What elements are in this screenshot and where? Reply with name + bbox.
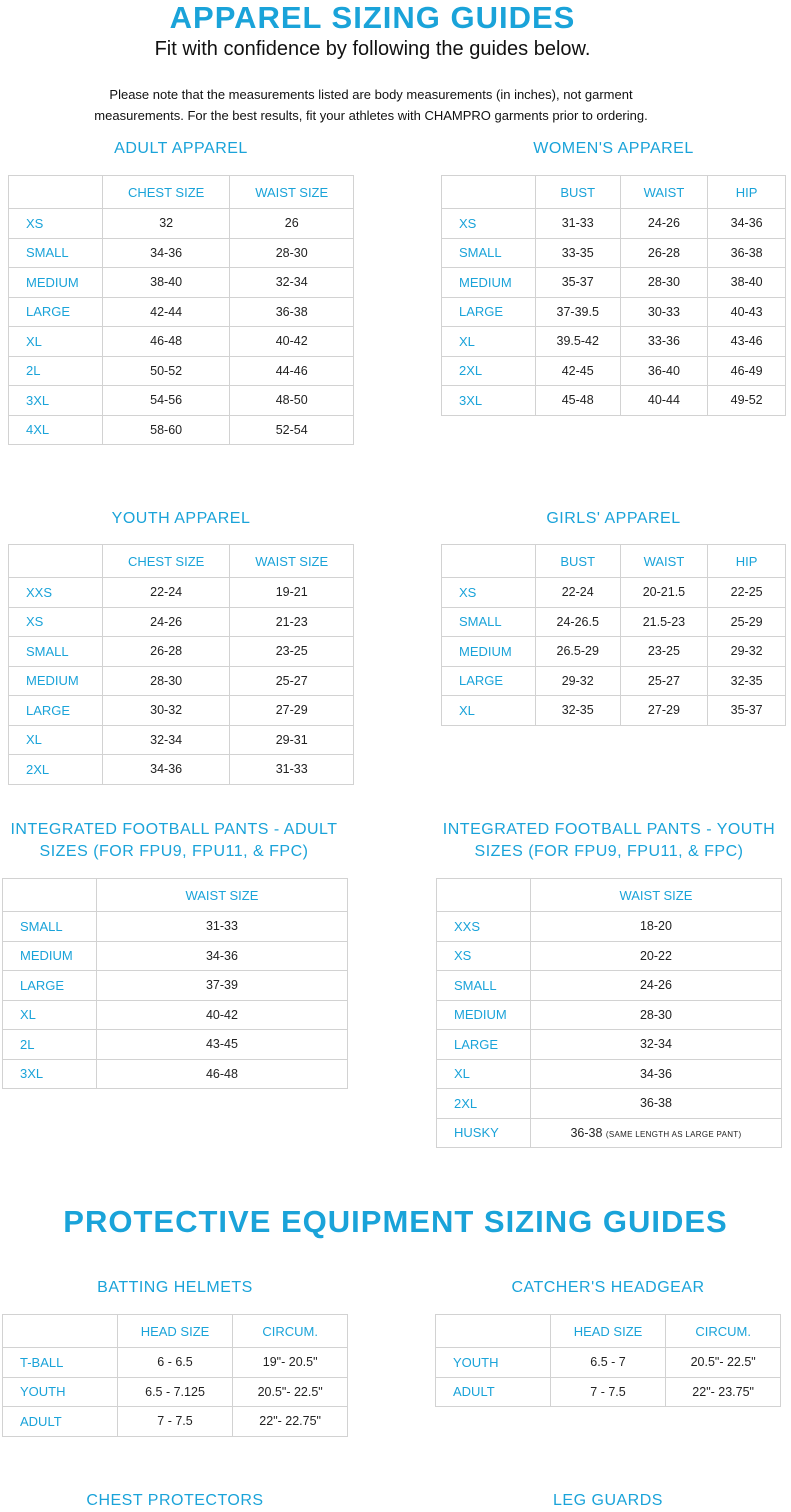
row-label: SMALL <box>442 238 536 268</box>
table-cell: 40-44 <box>620 386 708 416</box>
table-cell: 24-26.5 <box>535 607 620 637</box>
table-cell: 29-31 <box>230 725 354 755</box>
table-cell: 21-23 <box>230 607 354 637</box>
table-cell: 50-52 <box>102 356 230 386</box>
table-cell: 36-40 <box>620 356 708 386</box>
pants-youth-title-line-1: INTEGRATED FOOTBALL PANTS - YOUTH <box>442 821 776 838</box>
table-cell: 40-42 <box>96 1000 347 1030</box>
pants-adult-title <box>0 819 348 863</box>
table-row <box>442 356 786 386</box>
table-header-row <box>9 176 354 209</box>
row-label: SMALL <box>9 637 103 667</box>
table-cell: 32-35 <box>535 696 620 726</box>
batting-helmets-title: BATTING HELMETS <box>97 1279 253 1296</box>
table-row <box>9 607 354 637</box>
column-header <box>442 545 536 578</box>
table-cell: 36-38 <box>230 297 354 327</box>
column-header: CHEST SIZE <box>102 176 230 209</box>
row-label: XL <box>9 327 103 357</box>
table-cell: 26 <box>230 209 354 239</box>
table-header-row <box>442 545 786 578</box>
row-label: XL <box>3 1000 97 1030</box>
table-cell: 36-38 <box>708 238 786 268</box>
table-cell: 33-36 <box>620 327 708 357</box>
table-cell: 46-48 <box>96 1059 347 1089</box>
table-cell: 6 - 6.5 <box>117 1348 233 1378</box>
table-row <box>9 755 354 785</box>
table-row <box>442 578 786 608</box>
table-row <box>436 1377 781 1407</box>
row-label: T-BALL <box>3 1348 118 1378</box>
row-label: SMALL <box>437 971 531 1001</box>
husky-cell <box>530 1118 781 1148</box>
table-row <box>437 1089 782 1119</box>
row-label: 2XL <box>442 356 536 386</box>
leg-guards-title: LEG GUARDS <box>553 1492 663 1509</box>
table-row <box>437 941 782 971</box>
column-header: BUST <box>535 545 620 578</box>
table-row <box>442 238 786 268</box>
protective-title: PROTECTIVE EQUIPMENT SIZING GUIDES <box>63 1204 728 1239</box>
table-cell: 28-30 <box>620 268 708 298</box>
row-label: MEDIUM <box>442 637 536 667</box>
table-cell: 25-27 <box>620 666 708 696</box>
table-cell: 45-48 <box>535 386 620 416</box>
table-row <box>3 971 348 1001</box>
row-label: 3XL <box>442 386 536 416</box>
table-cell: 42-44 <box>102 297 230 327</box>
row-label: XXS <box>9 578 103 608</box>
table-cell: 28-30 <box>102 666 230 696</box>
table-cell: 34-36 <box>530 1059 781 1089</box>
row-label: XS <box>9 607 103 637</box>
table-cell: 32-35 <box>708 666 786 696</box>
table-cell: 22-24 <box>535 578 620 608</box>
table-cell: 23-25 <box>620 637 708 667</box>
row-label: MEDIUM <box>9 268 103 298</box>
table-cell: 22-24 <box>102 578 230 608</box>
table-cell: 6.5 - 7.125 <box>117 1377 233 1407</box>
column-header: WAIST SIZE <box>530 879 781 912</box>
column-header: WAIST <box>620 176 708 209</box>
column-header <box>436 1315 551 1348</box>
table-cell: 20-22 <box>530 941 781 971</box>
girls-apparel-table <box>441 544 786 726</box>
row-label: XL <box>442 696 536 726</box>
column-header: CIRCUM. <box>233 1315 348 1348</box>
table-cell: 43-46 <box>708 327 786 357</box>
table-cell: 34-36 <box>96 941 347 971</box>
table-row <box>442 696 786 726</box>
table-cell: 40-43 <box>708 297 786 327</box>
table-cell: 30-33 <box>620 297 708 327</box>
table-cell: 33-35 <box>535 238 620 268</box>
table-cell: 40-42 <box>230 327 354 357</box>
table-row <box>442 666 786 696</box>
table-row <box>3 1059 348 1089</box>
table-row <box>3 1000 348 1030</box>
table-row <box>9 356 354 386</box>
row-label: XS <box>437 941 531 971</box>
table-cell: 19-21 <box>230 578 354 608</box>
chest-protectors-title: CHEST PROTECTORS <box>86 1492 264 1509</box>
table-row <box>9 297 354 327</box>
row-label: 3XL <box>9 386 103 416</box>
table-header-row <box>436 1315 781 1348</box>
note-line-2: measurements. For the best results, fit your athletes with CHAMPRO garments prior to ordering. <box>94 108 648 123</box>
row-label: LARGE <box>9 696 103 726</box>
column-header: WAIST SIZE <box>230 545 354 578</box>
column-header: WAIST SIZE <box>230 176 354 209</box>
measurement-note <box>40 84 702 126</box>
row-label: 2L <box>9 356 103 386</box>
row-label: YOUTH <box>436 1348 551 1378</box>
table-cell: 32 <box>102 209 230 239</box>
row-label: XS <box>442 578 536 608</box>
row-label: LARGE <box>3 971 97 1001</box>
row-label: 2XL <box>437 1089 531 1119</box>
row-label: LARGE <box>437 1030 531 1060</box>
table-cell: 31-33 <box>230 755 354 785</box>
table-cell: 46-49 <box>708 356 786 386</box>
column-header: HEAD SIZE <box>117 1315 233 1348</box>
table-cell: 48-50 <box>230 386 354 416</box>
column-header <box>442 176 536 209</box>
table-row <box>9 209 354 239</box>
table-cell: 34-36 <box>708 209 786 239</box>
table-row <box>442 297 786 327</box>
table-row <box>3 1030 348 1060</box>
table-cell: 38-40 <box>708 268 786 298</box>
column-header: WAIST SIZE <box>96 879 347 912</box>
table-row <box>9 386 354 416</box>
table-cell: 52-54 <box>230 415 354 445</box>
youth-apparel-table <box>8 544 354 785</box>
pants-youth-table <box>436 878 782 1148</box>
table-row <box>9 725 354 755</box>
row-label: MEDIUM <box>442 268 536 298</box>
table-cell: 22"- 22.75" <box>233 1407 348 1437</box>
table-cell: 32-34 <box>530 1030 781 1060</box>
table-cell: 24-26 <box>530 971 781 1001</box>
table-cell: 22"- 23.75" <box>666 1377 781 1407</box>
table-cell: 18-20 <box>530 912 781 942</box>
husky-value: 36-38 <box>570 1125 603 1140</box>
table-cell: 24-26 <box>102 607 230 637</box>
table-header-row <box>437 879 782 912</box>
table-row <box>3 1348 348 1378</box>
row-label: MEDIUM <box>3 941 97 971</box>
table-row <box>437 1000 782 1030</box>
batting-helmets-table <box>2 1314 348 1437</box>
table-row <box>9 578 354 608</box>
table-row <box>442 327 786 357</box>
table-row <box>3 941 348 971</box>
pants-youth-title <box>436 819 782 863</box>
table-cell: 27-29 <box>230 696 354 726</box>
table-cell: 38-40 <box>102 268 230 298</box>
table-cell: 37-39 <box>96 971 347 1001</box>
table-row <box>442 268 786 298</box>
row-label: HUSKY <box>437 1118 531 1148</box>
table-row <box>3 1407 348 1437</box>
table-cell: 27-29 <box>620 696 708 726</box>
table-cell: 26-28 <box>102 637 230 667</box>
row-label: XL <box>437 1059 531 1089</box>
table-cell: 20.5"- 22.5" <box>666 1348 781 1378</box>
catchers-headgear-table <box>435 1314 781 1407</box>
table-header-row <box>3 1315 348 1348</box>
table-row <box>9 238 354 268</box>
table-row <box>442 607 786 637</box>
table-cell: 26-28 <box>620 238 708 268</box>
row-label: LARGE <box>9 297 103 327</box>
table-cell: 31-33 <box>96 912 347 942</box>
table-row <box>9 415 354 445</box>
table-cell: 7 - 7.5 <box>117 1407 233 1437</box>
table-cell: 25-27 <box>230 666 354 696</box>
table-row <box>9 268 354 298</box>
column-header <box>9 545 103 578</box>
table-cell: 29-32 <box>708 637 786 667</box>
table-cell: 42-45 <box>535 356 620 386</box>
row-label: SMALL <box>3 912 97 942</box>
table-cell: 32-34 <box>102 725 230 755</box>
table-cell: 20.5"- 22.5" <box>233 1377 348 1407</box>
table-cell: 22-25 <box>708 578 786 608</box>
table-header-row <box>442 176 786 209</box>
table-cell: 31-33 <box>535 209 620 239</box>
column-header: HIP <box>708 545 786 578</box>
table-cell: 34-36 <box>102 238 230 268</box>
table-cell: 29-32 <box>535 666 620 696</box>
note-line-1: Please note that the measurements listed are body measurements (in inches), not garment <box>109 87 633 102</box>
table-cell: 23-25 <box>230 637 354 667</box>
row-label: MEDIUM <box>9 666 103 696</box>
table-cell: 37-39.5 <box>535 297 620 327</box>
table-cell: 24-26 <box>620 209 708 239</box>
row-label: 2XL <box>9 755 103 785</box>
row-label: 2L <box>3 1030 97 1060</box>
column-header <box>9 176 103 209</box>
row-label: XL <box>9 725 103 755</box>
table-row <box>9 696 354 726</box>
adult-apparel-title: ADULT APPAREL <box>114 140 248 157</box>
table-row <box>437 912 782 942</box>
row-label: MEDIUM <box>437 1000 531 1030</box>
husky-note: (SAME LENGTH AS LARGE PANT) <box>605 1129 742 1139</box>
column-header <box>3 1315 118 1348</box>
table-cell: 34-36 <box>102 755 230 785</box>
catchers-headgear-title: CATCHER'S HEADGEAR <box>511 1279 705 1296</box>
row-label: LARGE <box>442 297 536 327</box>
row-label: XS <box>9 209 103 239</box>
table-row <box>9 327 354 357</box>
row-label: SMALL <box>442 607 536 637</box>
column-header <box>3 879 97 912</box>
row-label: ADULT <box>3 1407 118 1437</box>
table-cell: 28-30 <box>530 1000 781 1030</box>
adult-apparel-table <box>8 175 354 445</box>
table-cell: 35-37 <box>535 268 620 298</box>
table-cell: 49-52 <box>708 386 786 416</box>
pants-adult-title-line-1: INTEGRATED FOOTBALL PANTS - ADULT <box>10 821 338 838</box>
table-cell: 30-32 <box>102 696 230 726</box>
column-header: HEAD SIZE <box>550 1315 666 1348</box>
table-row <box>442 637 786 667</box>
row-label: 4XL <box>9 415 103 445</box>
table-row <box>437 1118 782 1148</box>
table-row <box>437 1030 782 1060</box>
table-cell: 44-46 <box>230 356 354 386</box>
table-cell: 58-60 <box>102 415 230 445</box>
table-row <box>437 971 782 1001</box>
table-row <box>442 386 786 416</box>
table-cell: 46-48 <box>102 327 230 357</box>
table-cell: 20-21.5 <box>620 578 708 608</box>
page-title: APPAREL SIZING GUIDES <box>169 0 576 35</box>
row-label: YOUTH <box>3 1377 118 1407</box>
page-subtitle: Fit with confidence by following the guides below. <box>154 38 591 60</box>
table-cell: 28-30 <box>230 238 354 268</box>
table-row <box>9 666 354 696</box>
table-cell: 6.5 - 7 <box>550 1348 666 1378</box>
row-label: SMALL <box>9 238 103 268</box>
column-header <box>437 879 531 912</box>
table-row <box>3 912 348 942</box>
table-cell: 39.5-42 <box>535 327 620 357</box>
row-label: XXS <box>437 912 531 942</box>
table-row <box>9 637 354 667</box>
table-row <box>436 1348 781 1378</box>
column-header: BUST <box>535 176 620 209</box>
column-header: CHEST SIZE <box>102 545 230 578</box>
table-row <box>437 1059 782 1089</box>
youth-apparel-title: YOUTH APPAREL <box>111 510 251 527</box>
row-label: ADULT <box>436 1377 551 1407</box>
girls-apparel-title: GIRLS' APPAREL <box>546 510 681 527</box>
row-label: XS <box>442 209 536 239</box>
table-cell: 32-34 <box>230 268 354 298</box>
table-cell: 35-37 <box>708 696 786 726</box>
row-label: XL <box>442 327 536 357</box>
column-header: WAIST <box>620 545 708 578</box>
table-cell: 25-29 <box>708 607 786 637</box>
table-header-row <box>3 879 348 912</box>
womens-apparel-title: WOMEN'S APPAREL <box>533 140 694 157</box>
table-header-row <box>9 545 354 578</box>
womens-apparel-table <box>441 175 786 416</box>
table-cell: 21.5-23 <box>620 607 708 637</box>
table-cell: 36-38 <box>530 1089 781 1119</box>
table-cell: 43-45 <box>96 1030 347 1060</box>
table-row <box>442 209 786 239</box>
column-header: CIRCUM. <box>666 1315 781 1348</box>
row-label: 3XL <box>3 1059 97 1089</box>
table-cell: 26.5-29 <box>535 637 620 667</box>
table-cell: 54-56 <box>102 386 230 416</box>
table-row <box>3 1377 348 1407</box>
row-label: LARGE <box>442 666 536 696</box>
table-cell: 7 - 7.5 <box>550 1377 666 1407</box>
pants-adult-table <box>2 878 348 1089</box>
pants-adult-title-line-2: SIZES (FOR FPU9, FPU11, & FPC) <box>39 843 309 860</box>
column-header: HIP <box>708 176 786 209</box>
table-cell: 19"- 20.5" <box>233 1348 348 1378</box>
pants-youth-title-line-2: SIZES (FOR FPU9, FPU11, & FPC) <box>474 843 744 860</box>
